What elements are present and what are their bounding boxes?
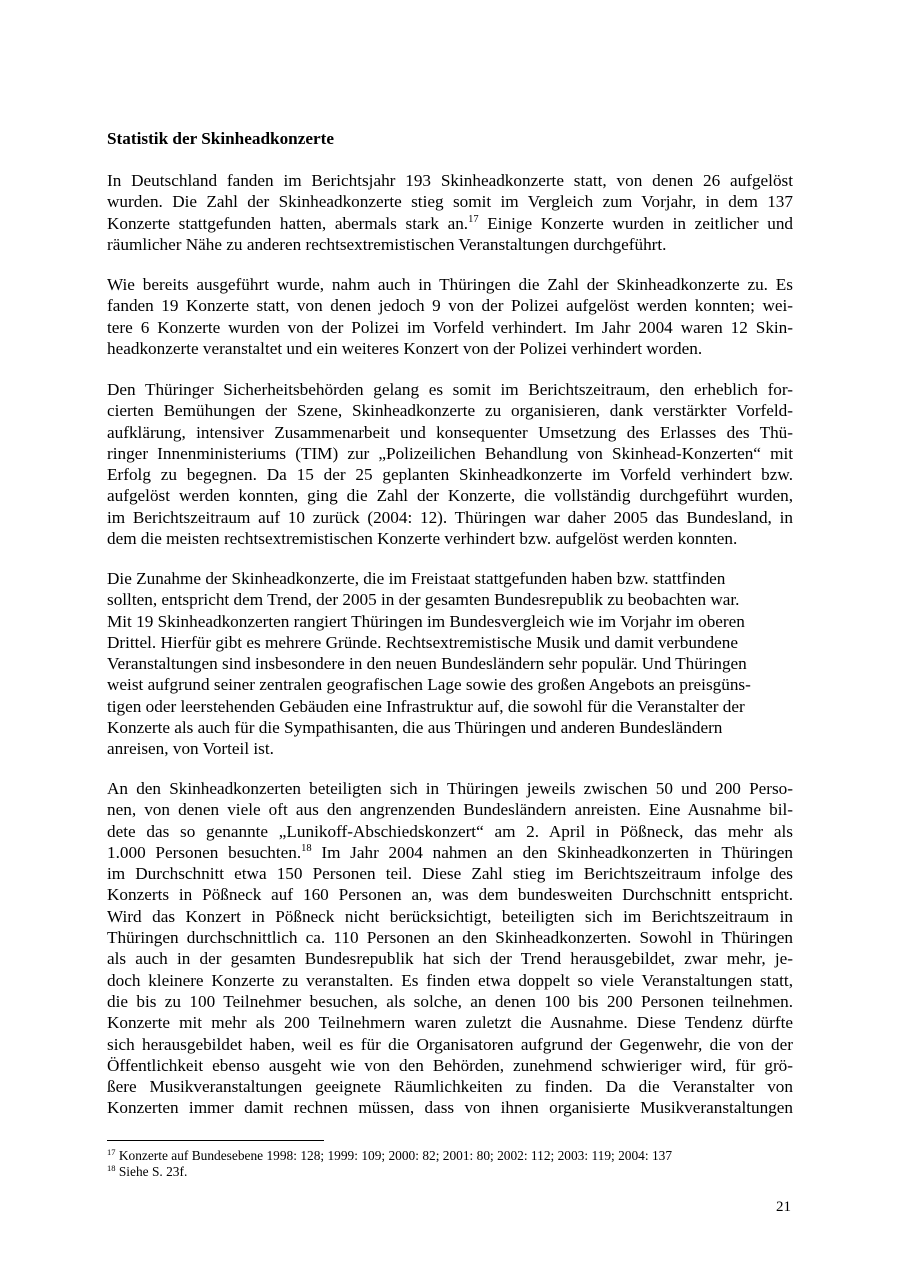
paragraph-line: Thüringen durchschnittlich ca. 110 Personen an den Skinheadkonzerten. Sowohl in Thüringen: [107, 928, 793, 948]
paragraph-line: tere 6 Konzerte wurden von der Polizei im Vorfeld verhindert. Im Jahr 2004 waren 12 Skin-: [107, 317, 793, 337]
paragraph-line: räumlicher Nähe zu anderen rechtsextremistischen Veranstaltungen durchgeführt.: [107, 234, 667, 254]
paragraph-line: fanden 19 Konzerte statt, von denen jedoch 9 von der Polizei aufgelöst werden konnten; wei-: [107, 296, 793, 316]
paragraph-2: [107, 274, 793, 359]
paragraph-line: weist aufgrund seiner zentralen geografischen Lage sowie des großen Angebots an preisgüns-: [107, 675, 751, 695]
paragraph-line: headkonzerte veranstaltet und ein weiteres Konzert von der Polizei verhindert worden.: [107, 338, 703, 358]
paragraph-line: die bis zu 100 Teilnehmer besuchen, als solche, an denen 100 bis 200 Personen teilnehmen.: [107, 991, 793, 1011]
section-heading: Statistik der Skinheadkonzerte: [107, 129, 334, 148]
paragraph-text: Im Jahr 2004 nahmen an den Skinheadkonzerten in Thüringen: [321, 842, 793, 862]
paragraph-line: Wird das Konzert in Pößneck nicht berücksichtigt, beteiligten sich im Berichtszeitraum in: [107, 906, 793, 926]
paragraph-1: [107, 170, 793, 255]
paragraph-line: Mit 19 Skinheadkonzerten rangiert Thüringen im Bundesvergleich wie im Vorjahr im oberen: [107, 611, 745, 631]
paragraph-line: sich herausgebildet haben, weil es für die Organisatoren aufgrund der Gegenwehr, die von der: [107, 1034, 793, 1054]
paragraph-line: Erfolg zu begegnen. Da 15 der 25 geplanten Skinheadkonzerte im Vorfeld verhindert bzw.: [107, 465, 793, 485]
paragraph-4: [107, 568, 793, 760]
paragraph-line: cierten Bemühungen der Szene, Skinheadkonzerte zu organisieren, dank verstärkter Vorfeld-: [107, 401, 793, 421]
paragraph-line: Konzerten immer damit rechnen müssen, dass von ihnen organisierte Musikveranstaltungen: [107, 1098, 793, 1118]
paragraph-line: ßere Musikveranstaltungen geeignete Räumlichkeiten zu finden. Da die Veranstalter von: [107, 1077, 793, 1097]
paragraph-line: ringer Innenministeriums (TIM) zur „Polizeilichen Behandlung von Skinhead-Konzerten“ mit: [107, 443, 793, 463]
paragraph-3: [107, 379, 793, 549]
paragraph-line-with-footnote: [107, 842, 793, 863]
paragraph-line: im Berichtszeitraum auf 10 zurück (2004: 12). Thüringen war daher 2005 das Bundesland, in: [107, 507, 793, 527]
footnote-text: Konzerte auf Bundesebene 1998: 128; 1999: 109; 2000: 82; 2001: 80; 2002: 112; 2003: 119; 2004: 137: [118, 1148, 673, 1163]
paragraph-line: Veranstaltungen sind insbesondere in den neuen Bundesländern sehr populär. Und Thüringen: [107, 654, 747, 674]
paragraph-line: Öffentlichkeit ebenso ausgeht wie von den Behörden, zunehmend schwieriger wird, für grö-: [107, 1055, 793, 1075]
paragraph-text: Einige Konzerte wurden in zeitlicher und: [487, 213, 794, 233]
paragraph-text: 1.000 Personen besuchten.: [107, 842, 302, 862]
paragraph-line: doch kleinere Konzerte zu veranstalten. Es finden etwa doppelt so viele Veranstaltungen statt,: [107, 970, 793, 990]
paragraph-line-with-footnote: [107, 213, 793, 234]
paragraph-line: Wie bereits ausgeführt wurde, nahm auch in Thüringen die Zahl der Skinheadkonzerte zu. Es: [107, 275, 793, 294]
paragraph-line: Die Zunahme der Skinheadkonzerte, die im Freistaat stattgefunden haben bzw. stattfinden: [107, 569, 726, 588]
footnote-18: [107, 1164, 187, 1180]
paragraph-line: Konzerts in Pößneck auf 160 Personen an, was dem bundesweiten Durchschnitt entspricht.: [107, 885, 793, 905]
paragraph-text: Konzerte stattgefunden hatten, abermals stark an.: [107, 213, 469, 233]
paragraph-line: In Deutschland fanden im Berichtsjahr 193 Skinheadkonzerte statt, von denen 26 aufgelöst: [107, 171, 793, 190]
paragraph-line: aufklärung, intensiver Zusammenarbeit und konsequenter Umsetzung des Erlasses des Thü-: [107, 422, 793, 442]
footnote-ref[interactable]: 18: [301, 842, 312, 854]
footnote-17: [107, 1148, 672, 1164]
paragraph-line: wurden. Die Zahl der Skinheadkonzerte stieg somit im Vergleich zum Vorjahr, in dem 137: [107, 192, 793, 212]
paragraph-line: An den Skinheadkonzerten beteiligten sich in Thüringen jeweils zwischen 50 und 200 Perso-: [107, 779, 793, 798]
paragraph-line: Konzerte als auch für die Sympathisanten, die aus Thüringen und anderen Bundesländern: [107, 718, 723, 738]
page-number: 21: [776, 1199, 791, 1215]
paragraph-line: dete das so genannte „Lunikoff-Abschiedskonzert“ am 2. April in Pößneck, das mehr als: [107, 821, 793, 841]
paragraph-line: aufgelöst werden konnten, ging die Zahl der Konzerte, die vollständig durchgeführt wurden,: [107, 486, 793, 506]
paragraph-line: Konzerte mit mehr als 200 Teilnehmern waren zuletzt die Ausnahme. Diese Tendenz dürfte: [107, 1013, 793, 1033]
paragraph-line: als auch in der gesamten Bundesrepublik hat sich der Trend herausgebildet, zwar mehr, je-: [107, 949, 793, 969]
footnote-number: 18: [107, 1163, 116, 1173]
paragraph-5: [107, 778, 793, 1119]
footnote-ref[interactable]: 17: [468, 213, 479, 225]
paragraph-line: sollten, entspricht dem Trend, der 2005 in der gesamten Bundesrepublik zu beobachten war.: [107, 590, 740, 610]
paragraph-line: tigen oder leerstehenden Gebäuden eine Infrastruktur auf, die sowohl für die Veranstalter der: [107, 696, 745, 716]
paragraph-line: dem die meisten rechtsextremistischen Konzerte verhindert bzw. aufgelöst werden konnten.: [107, 529, 738, 549]
paragraph-line: im Durchschnitt etwa 150 Personen teil. Diese Zahl stieg im Berichtszeitraum infolge des: [107, 864, 793, 884]
paragraph-line: anreisen, von Vorteil ist.: [107, 739, 274, 759]
paragraph-line: Drittel. Hierfür gibt es mehrere Gründe. Rechtsextremistische Musik und damit verbundene: [107, 632, 738, 652]
footnote-divider: [107, 1140, 324, 1141]
footnote-text: Siehe S. 23f.: [118, 1164, 188, 1179]
paragraph-line: Den Thüringer Sicherheitsbehörden gelang es somit im Berichtszeitraum, den erheblich for-: [107, 380, 793, 399]
footnote-number: 17: [107, 1147, 116, 1157]
paragraph-line: nen, von denen viele oft aus den angrenzenden Bundesländern anreisten. Eine Ausnahme bil-: [107, 800, 793, 820]
